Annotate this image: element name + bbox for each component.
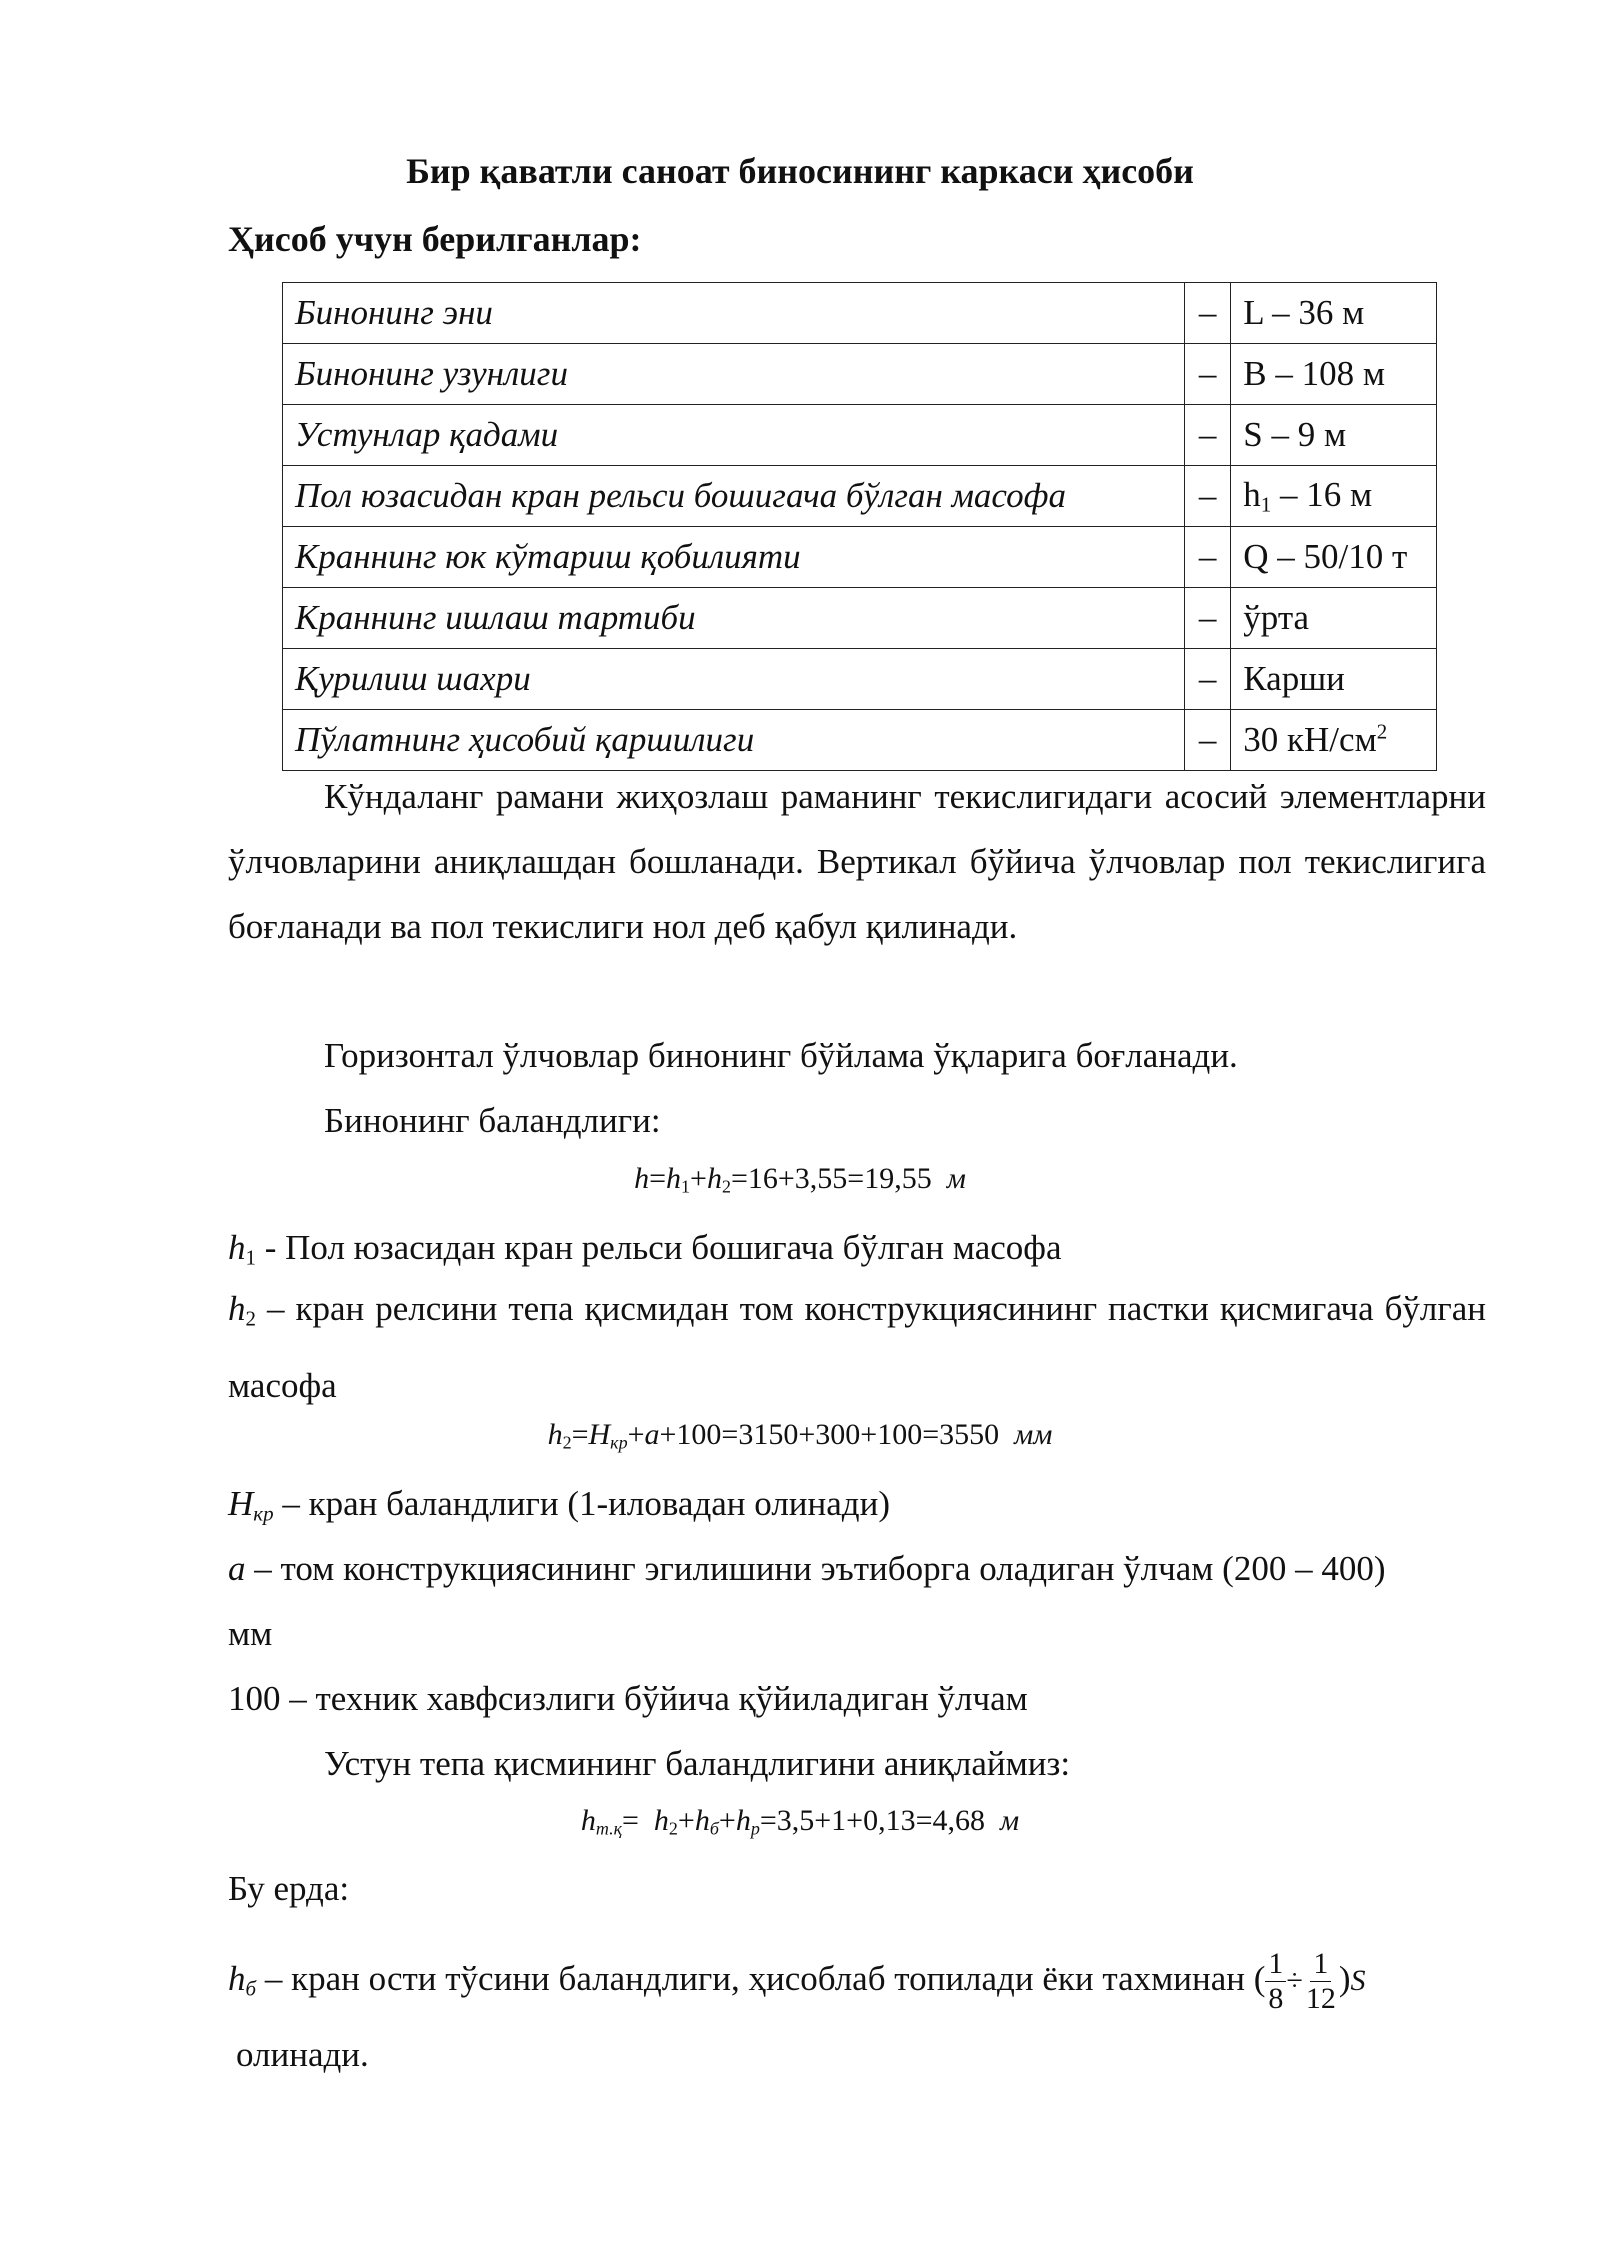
- formula-operator: +: [627, 1418, 645, 1451]
- param-dash: –: [1185, 283, 1231, 344]
- formula-subscript: б: [709, 1818, 719, 1839]
- formula-subscript: кр: [610, 1432, 628, 1453]
- definition-hb: [228, 1942, 1366, 2025]
- def-symbol: a: [228, 1549, 246, 1588]
- formula-h2: [0, 1418, 1600, 1454]
- param-value: L – 36 м: [1231, 283, 1437, 344]
- param-value: [1231, 710, 1437, 771]
- def-text: – кран релсини тепа қисмидан том конструкциясининг пастки қисмигача бўлган масофа: [228, 1289, 1486, 1406]
- formula-rhs: =16+3,55=19,55: [730, 1162, 932, 1195]
- paragraph-horizontal: Горизонтал ўлчовлар бинонинг бўйлама ўқларига боғланади.: [324, 1036, 1238, 1075]
- param-dash: –: [1185, 405, 1231, 466]
- param-value: S – 9 м: [1231, 405, 1437, 466]
- formula-subscript: 2: [721, 1176, 731, 1197]
- definition-h2: [228, 1275, 1486, 1419]
- fraction-numerator: 1: [1310, 1947, 1331, 1982]
- closing-paren: ): [1338, 1959, 1351, 1998]
- section-subtitle: Ҳисоб учун берилганлар:: [228, 219, 642, 259]
- formula-operator: =: [649, 1162, 667, 1195]
- definition-100: 100 – техник хавфсизлиги бўйича қўйиладиган ўлчам: [228, 1679, 1028, 1718]
- formula-subscript: 2: [668, 1818, 678, 1839]
- formula-symbol: h: [580, 1804, 596, 1837]
- param-value: B – 108 м: [1231, 344, 1437, 405]
- formula-symbol: H: [588, 1418, 611, 1451]
- formula-symbol: h: [547, 1418, 563, 1451]
- label-bu-erda: Бу ерда:: [228, 1869, 350, 1908]
- formula-symbol: h: [634, 1162, 650, 1195]
- formula-operator: =: [621, 1804, 639, 1837]
- param-name: Краннинг ишлаш тартиби: [283, 588, 1185, 649]
- formula-building-height: [0, 1162, 1600, 1198]
- formula-symbol: h: [694, 1804, 710, 1837]
- fraction-denominator: 12: [1305, 1982, 1336, 2016]
- value-symbol: h: [1243, 474, 1261, 514]
- formula-symbol: h: [653, 1804, 669, 1837]
- formula-rhs: =3,5+1+0,13=4,68: [759, 1804, 985, 1837]
- formula-unit: мм: [1014, 1418, 1053, 1451]
- fraction-denominator: 8: [1268, 1982, 1284, 2016]
- table-row: [283, 405, 1437, 466]
- formula-subscript: р: [750, 1818, 760, 1839]
- formula-operator: +: [690, 1162, 707, 1195]
- def-subscript: 1: [245, 1245, 256, 1270]
- paragraph-column-top: Устун тепа қисмининг баландлигини аниқлаймиз:: [324, 1744, 1071, 1783]
- param-name: Қурилиш шахри: [283, 649, 1185, 710]
- definition-hkr: [228, 1484, 890, 1533]
- definition-h1: [228, 1228, 1061, 1277]
- param-dash: –: [1185, 649, 1231, 710]
- def-symbol: h: [228, 1289, 246, 1328]
- division-symbol: ÷: [1286, 1964, 1303, 1997]
- definition-a-unit: мм: [228, 1614, 273, 1653]
- param-name: Бинонинг эни: [283, 283, 1185, 344]
- value-subscript: 1: [1260, 492, 1272, 517]
- fraction-one-eighth: [1265, 1947, 1286, 2016]
- param-name: Бинонинг узунлиги: [283, 344, 1185, 405]
- param-name: Краннинг юк кўтариш қобилияти: [283, 527, 1185, 588]
- def-subscript: кр: [253, 1501, 274, 1526]
- table-row: [283, 649, 1437, 710]
- param-value: [1231, 466, 1437, 527]
- formula-unit: м: [1000, 1804, 1020, 1837]
- fraction-numerator: 1: [1265, 1947, 1286, 1982]
- table-row: [283, 710, 1437, 771]
- param-value: ўрта: [1231, 588, 1437, 649]
- param-value: Q – 50/10 т: [1231, 527, 1437, 588]
- value-main: 30 кН/см: [1243, 720, 1377, 759]
- text-olinadi: олинади.: [236, 2035, 369, 2074]
- formula-operator: =: [571, 1418, 589, 1451]
- def-text: - Пол юзасидан кран рельси бошигача бўлган масофа: [256, 1228, 1062, 1267]
- formula-column-top-height: [0, 1804, 1600, 1840]
- param-dash: –: [1185, 710, 1231, 771]
- formula-unit: м: [946, 1162, 966, 1195]
- value-superscript: 2: [1376, 719, 1388, 744]
- table-row: [283, 527, 1437, 588]
- param-dash: –: [1185, 527, 1231, 588]
- def-symbol: h: [228, 1959, 246, 1998]
- formula-symbol: h: [666, 1162, 682, 1195]
- paragraph-height-label: Бинонинг баландлиги:: [324, 1101, 661, 1140]
- param-dash: –: [1185, 466, 1231, 527]
- formula-symbol: h: [735, 1804, 751, 1837]
- param-name: Устунлар қадами: [283, 405, 1185, 466]
- param-dash: –: [1185, 588, 1231, 649]
- def-text: – кран ости тўсини баландлиги, ҳисоблаб топилади ёки тахминан (: [256, 1959, 1266, 1998]
- formula-operator: +: [677, 1804, 695, 1837]
- formula-operator: +: [718, 1804, 736, 1837]
- def-subscript: 2: [245, 1306, 256, 1331]
- var-symbol: S: [1350, 1964, 1366, 1997]
- table-row: [283, 466, 1437, 527]
- param-name: Пол юзасидан кран рельси бошигача бўлган масофа: [283, 466, 1185, 527]
- paragraph-intro: Кўндаланг рамани жиҳозлаш раманинг текислигидаги асосий элементларни ўлчовларини аниқлашдан бошланади. Вертикал бўйича ўлчовлар пол текислигига боғланади ва пол текислиги нол деб қабул қилинади.: [228, 777, 1486, 946]
- param-name: Пўлатнинг ҳисобий қаршилиги: [283, 710, 1185, 771]
- param-value: Карши: [1231, 649, 1437, 710]
- def-text: – том конструкциясининг эгилишини эътиборга оладиган ўлчам (200 – 400): [245, 1549, 1386, 1588]
- def-symbol: H: [228, 1484, 254, 1523]
- formula-symbol: a: [644, 1418, 660, 1451]
- table-row: [283, 588, 1437, 649]
- formula-subscript: т.қ: [595, 1818, 622, 1839]
- param-dash: –: [1185, 344, 1231, 405]
- fraction-one-twelfth: [1303, 1947, 1339, 2016]
- definition-a: [228, 1549, 1486, 1589]
- def-symbol: h: [228, 1228, 246, 1267]
- table-row: [283, 344, 1437, 405]
- parameters-table: [282, 282, 1437, 771]
- def-subscript: б: [245, 1976, 257, 2001]
- formula-subscript: 1: [681, 1176, 691, 1197]
- formula-symbol: h: [706, 1162, 722, 1195]
- table-row: [283, 283, 1437, 344]
- document-title: Бир қаватли саноат биносининг каркаси ҳисоби: [406, 151, 1194, 191]
- formula-subscript: 2: [562, 1432, 572, 1453]
- value-rest: – 16 м: [1271, 474, 1373, 514]
- formula-rhs: +100=3150+300+100=3550: [659, 1418, 1000, 1451]
- def-text: – кран баландлиги (1-иловадан олинади): [273, 1484, 890, 1523]
